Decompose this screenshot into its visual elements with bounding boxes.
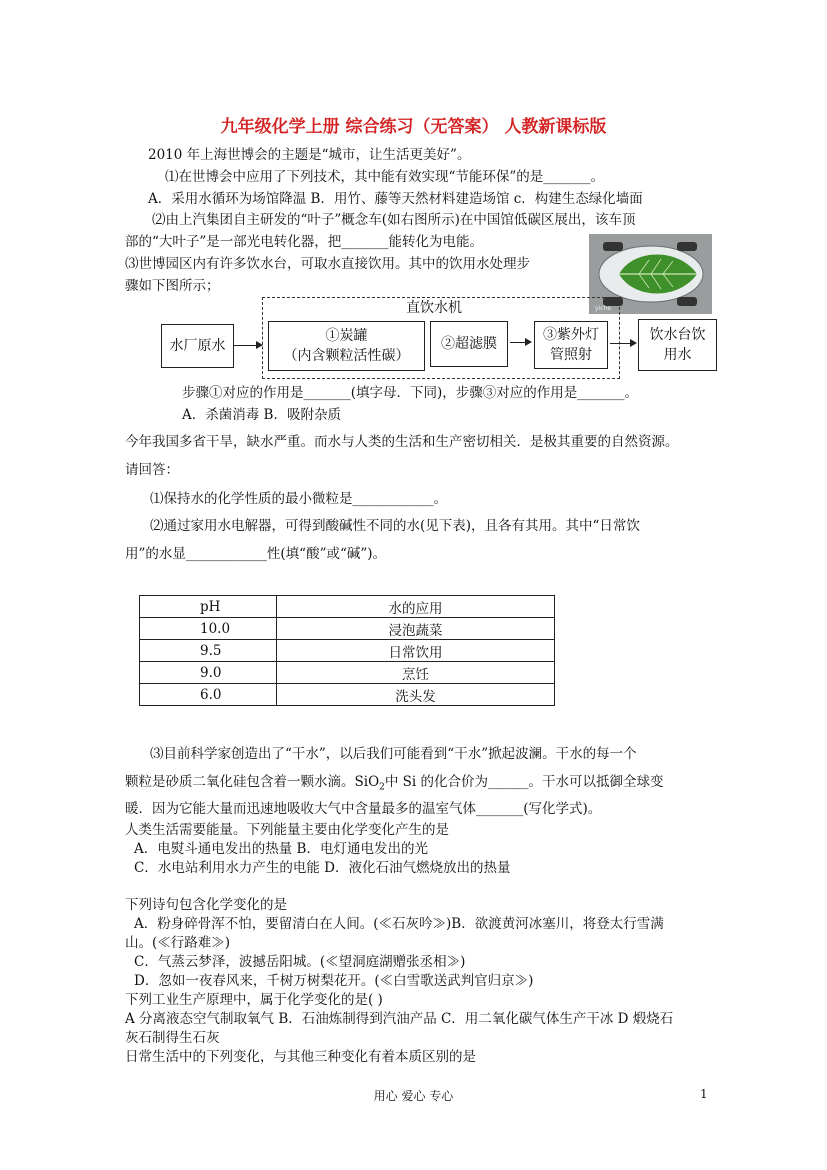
table-cell: 烹饪	[277, 662, 555, 684]
flow-output-line1: 饮水台饮	[649, 327, 706, 343]
water-machine-label: 直饮水机	[406, 300, 462, 316]
flow-step1-line1: ①炭罐	[325, 328, 368, 344]
flow-output-line2: 用水	[663, 347, 692, 363]
table-row	[140, 662, 555, 684]
question-1-2: ⑵由上汽集团自主研发的“叶子”概念车(如右图所示)在中国馆低碳区展出，该车顶	[152, 212, 636, 228]
question-intro: 2010 年上海世博会的主题是“城市，让生活更美好”。	[148, 147, 471, 163]
subscript-2: 2	[379, 782, 385, 793]
flow-step1-box	[268, 321, 425, 371]
question-2-3-cont-b: 中 Si 的化合价为______。干水可以抵御全球变	[384, 774, 664, 790]
table-cell: 6.0	[140, 684, 277, 706]
table-row	[140, 684, 555, 706]
flow-step1-line2: （内含颗粒活性碳）	[283, 348, 410, 364]
flow-step3-box	[534, 321, 608, 369]
table-header-use: 水的应用	[277, 596, 555, 618]
flow-step2-box	[430, 321, 508, 367]
question-1-1-options: A．采用水循环为场馆降温 B．用竹、藤等天然材料建造场馆 c．构建生态绿化墙面	[148, 191, 643, 207]
flow-source-box	[161, 324, 234, 368]
table-cell: 9.5	[140, 640, 277, 662]
question-3-options-cd: C．水电站利用水力产生的电能 D．液化石油气燃烧放出的热量	[134, 860, 511, 876]
question-2-2: ⑵通过家用水电解器，可得到酸碱性不同的水(见下表)，且各有其用。其中“日常饮	[150, 518, 640, 534]
table-header-ph: pH	[140, 596, 277, 618]
flow-question-options: A．杀菌消毒 B．吸附杂质	[182, 407, 341, 423]
question-4: 下列诗句包含化学变化的是	[125, 897, 287, 913]
flow-question: 步骤①对应的作用是_______(填字母．下同)，步骤③对应的作用是_______。	[182, 385, 639, 401]
arrow-icon	[234, 345, 261, 346]
footer-motto: 用心 爱心 专心	[373, 1089, 454, 1103]
question-2-intro: 今年我国多省干旱，缺水严重。而水与人类的生活和生产密切相关．是极其重要的自然资源。	[125, 434, 679, 450]
table-row	[140, 618, 555, 640]
page-number: 1	[700, 1087, 708, 1101]
flow-output-box	[638, 319, 717, 371]
question-2-3-cont-a: 颗粒是砂质二氧化硅包含着一颗水滴。SiO	[125, 774, 380, 790]
question-6: 日常生活中的下列变化，与其他三种变化有着本质区别的是	[125, 1049, 476, 1065]
question-2-3: ⑶目前科学家创造出了“干水”，以后我们可能看到“干水”掀起波澜。干水的每一个	[150, 746, 637, 762]
table-cell: 洗头发	[277, 684, 555, 706]
question-4-option-c: C．气蒸云梦泽，波撼岳阳城。(≪望洞庭湖赠张丞相≫)	[134, 954, 466, 970]
flow-step2-label: ②超滤膜	[441, 336, 497, 352]
flow-step3-line2: 管照射	[550, 347, 592, 363]
question-2-2-cont: 用”的水显____________性(填“酸”或“碱”)。	[125, 546, 387, 562]
question-1-3: ⑶世博园区内有许多饮水台，可取水直接饮用。其中的饮用水处理步	[125, 256, 530, 272]
question-1-1: ⑴在世博会中应用了下列技术，其中能有效实现“节能环保”的是_______。	[165, 169, 605, 185]
question-5: 下列工业生产原理中，属于化学变化的是( )	[125, 992, 383, 1008]
question-4-option-d: D．忽如一夜春风来，千树万树梨花开。(≪白雪歌送武判官归京≫)	[134, 973, 534, 989]
table-cell: 日常饮用	[277, 640, 555, 662]
table-cell: 10.0	[140, 618, 277, 640]
arrow-icon	[610, 343, 635, 344]
arrow-icon	[510, 342, 530, 343]
ph-table	[139, 595, 555, 706]
question-2-1: ⑴保持水的化学性质的最小微粒是____________。	[150, 491, 447, 507]
question-3: 人类生活需要能量。下列能量主要由化学变化产生的是	[125, 822, 449, 838]
question-5-options: A 分离液态空气制取氧气 B．石油炼制得到汽油产品 C．用二氧化碳气体生产干冰 D 煅烧石	[125, 1011, 674, 1027]
question-2-3-cont	[125, 773, 664, 797]
flow-step3-line1: ③紫外灯	[543, 327, 599, 343]
question-4-option-b-cont: 山。(≪行路难≫)	[125, 935, 231, 951]
table-cell: 浸泡蔬菜	[277, 618, 555, 640]
table-header-row	[140, 596, 555, 618]
question-3-options-ab: A．电熨斗通电发出的热量 B．电灯通电发出的光	[134, 841, 428, 857]
question-2-3-end: 暖．因为它能大量而迅速地吸收大气中含量最多的温室气体_______(写化学式)。	[125, 801, 602, 817]
question-4-option-ab: A．粉身碎骨浑不怕，要留清白在人间。(≪石灰吟≫)B．欲渡黄河冰塞川，将登太行雪满	[134, 916, 664, 932]
flow-source-label: 水厂原水	[169, 338, 226, 354]
question-5-options-cont: 灰石制得生石灰	[125, 1030, 220, 1046]
question-1-3-cont: 骤如下图所示；	[125, 278, 220, 294]
question-2-prompt: 请回答：	[125, 462, 179, 478]
question-1-2-cont: 部的“大叶子”是一部光电转化器，把_______能转化为电能。	[125, 234, 484, 250]
document-title: 九年级化学上册 综合练习（无答案） 人教新课标版	[220, 117, 607, 137]
table-row	[140, 640, 555, 662]
table-cell: 9.0	[140, 662, 277, 684]
svg-text:yiche: yiche	[595, 305, 612, 312]
